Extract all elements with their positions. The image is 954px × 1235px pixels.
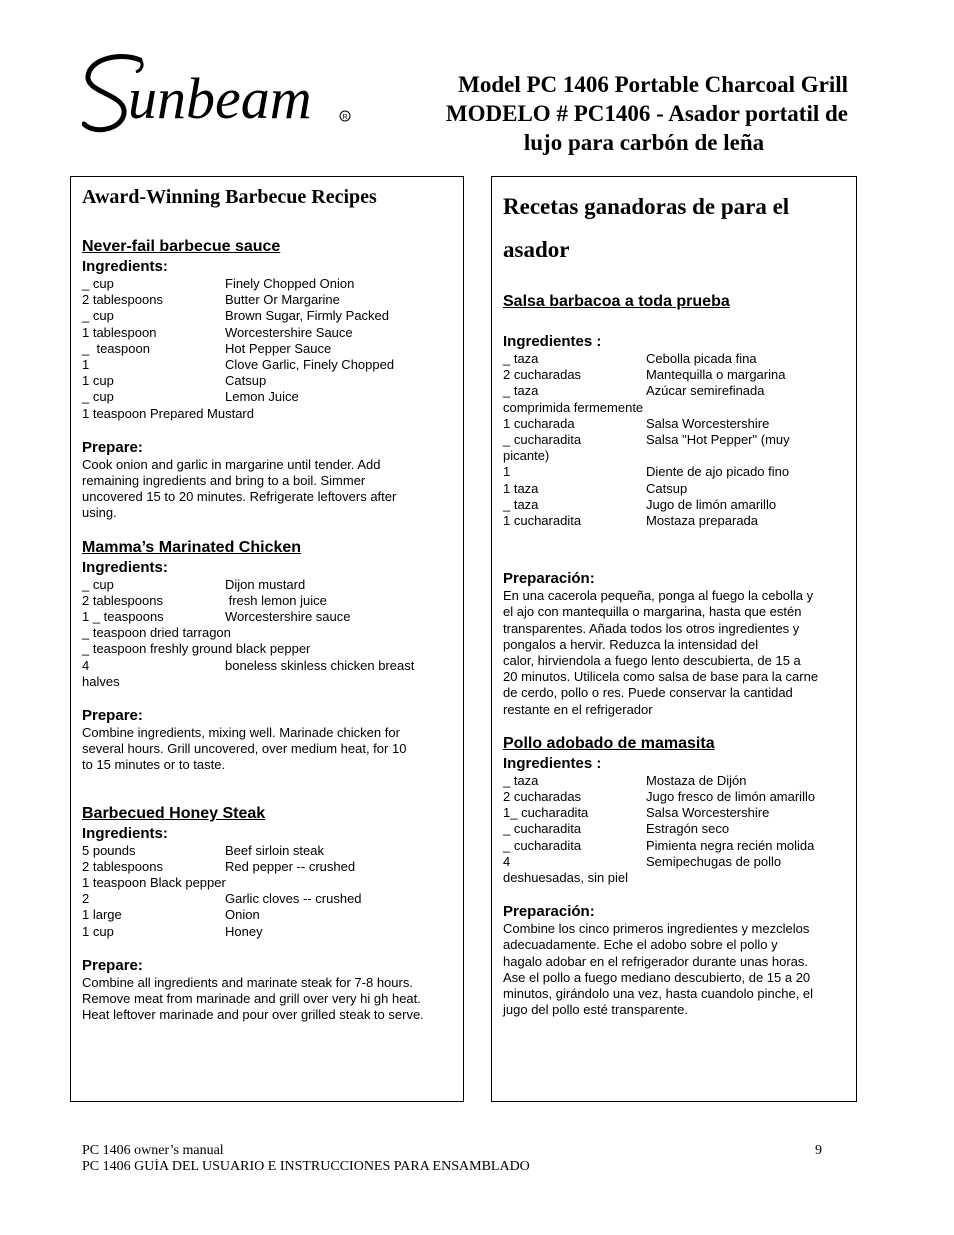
ingredient-item: Honey <box>225 923 263 939</box>
preparation-line: hagalo adobar en el refrigerador durante unas horas. <box>503 953 808 969</box>
ingredient-item: Mantequilla o margarina <box>646 367 786 383</box>
ingredient-qty: _ cup <box>82 389 114 405</box>
ingredient-item: Dijon mustard <box>225 576 306 592</box>
prepare-text <box>82 457 453 522</box>
recipe-title-marinated-chicken: Mamma’s Marinated Chicken <box>82 538 302 556</box>
ingredient-line: 1 teaspoon Prepared Mustard <box>82 405 254 421</box>
title-line-2: MODELO # PC1406 - Asador portatil de <box>445 101 848 126</box>
footer-manual-title: PC 1406 owner’s manual <box>82 1143 224 1158</box>
ingredient-row <box>503 789 846 805</box>
recipe-title-barbecue-sauce: Never-fail barbecue sauce <box>82 238 281 255</box>
ingredient-line: _ teaspoon freshly ground black pepper <box>82 641 311 657</box>
ingredient-line: _ teaspoon dried tarragon <box>82 625 231 641</box>
prepare-line: Cook onion and garlic in margarine until tender. Add <box>82 456 381 472</box>
ingredient-qty: 1 cucharadita <box>503 513 582 529</box>
ingredient-item: Brown Sugar, Firmly Packed <box>225 308 390 324</box>
ingredient-row <box>503 416 846 432</box>
preparation-line: Combine los cinco primeros ingredientes y mezclelos <box>503 921 810 937</box>
ingredient-qty: 4 <box>503 853 511 869</box>
preparation-text <box>503 588 846 718</box>
prepare-line: uncovered 15 to 20 minutes. Refrigerate leftovers after <box>82 489 397 505</box>
ingredient-item: Jugo de limón amarillo <box>646 496 777 512</box>
ingredient-row <box>503 497 846 513</box>
ingredient-row <box>82 292 453 308</box>
ingredient-row <box>503 481 846 497</box>
prepare-text <box>82 725 453 774</box>
prepare-line: remaining ingredients and bring to a boil. Simmer <box>82 473 366 489</box>
ingredient-qty: 2 tablespoons <box>82 858 163 874</box>
ingredient-row <box>82 658 453 674</box>
ingredient-item: Hot Pepper Sauce <box>225 340 332 356</box>
svg-text:R: R <box>342 114 348 121</box>
ingredient-qty: _ cucharadita <box>503 837 582 853</box>
ingredient-item: Jugo fresco de limón amarillo <box>646 789 816 805</box>
ingredient-list <box>82 276 453 422</box>
preparation-line: de cerdo, pollo o res. Puede conservar la cantidad <box>503 685 793 701</box>
ingredient-item: Clove Garlic, Finely Chopped <box>225 357 395 373</box>
ingredient-item: Diente de ajo picado fino <box>646 464 790 480</box>
ingredient-item: Estragón seco <box>646 821 730 837</box>
ingredient-row <box>503 351 846 367</box>
ingredient-item: Worcestershire Sauce <box>225 324 353 340</box>
ingredients-label: Ingredientes : <box>503 333 602 350</box>
ingredient-line: 1 teaspoon Black pepper <box>82 875 226 891</box>
ingredient-item: Azúcar semirefinada <box>646 383 765 399</box>
preparation-label: Preparación: <box>503 903 595 921</box>
ingredient-row <box>82 325 453 341</box>
english-heading: Award-Winning Barbecue Recipes <box>82 186 377 208</box>
ingredient-row <box>82 276 453 292</box>
ingredient-item: Catsup <box>646 480 688 496</box>
ingredient-item: Pimienta negra recién molida <box>646 837 815 853</box>
recipe-title-pollo-adobado: Pollo adobado de mamasita <box>503 734 715 752</box>
ingredient-item: Worcestershire sauce <box>225 609 351 625</box>
ingredient-row <box>503 805 846 821</box>
ingredient-qty: 1_ cucharadita <box>503 805 589 821</box>
prepare-line: Heat leftover marinade and pour over grilled steak to serve. <box>82 1007 424 1023</box>
ingredient-item: Onion <box>225 907 260 923</box>
ingredient-qty: _ cup <box>82 308 114 324</box>
ingredients-label: Ingredients: <box>82 258 168 275</box>
ingredient-qty: _ cup <box>82 576 114 592</box>
prepare-text <box>82 975 453 1024</box>
sunbeam-logo <box>82 50 357 140</box>
prepare-label: Prepare: <box>82 956 143 974</box>
recipe-title-honey-steak: Barbecued Honey Steak <box>82 804 266 822</box>
prepare-label: Prepare: <box>82 438 143 456</box>
ingredient-row <box>503 432 846 448</box>
ingredient-row <box>503 367 846 383</box>
prepare-line: several hours. Grill uncovered, over medium heat, for 10 <box>82 741 407 757</box>
prepare-line: using. <box>82 505 117 521</box>
ingredient-qty: _ taza <box>503 351 539 366</box>
ingredient-row <box>82 907 453 923</box>
ingredient-qty: _ taza <box>503 496 539 512</box>
ingredient-qty: 1 cup <box>82 373 114 389</box>
preparation-line: calor, hirviendola a fuego lento descubierta, de 15 a <box>503 653 801 669</box>
ingredient-qty: 1 tablespoon <box>82 324 157 340</box>
ingredient-qty: _ cucharadita <box>503 432 582 448</box>
footer-manual-title-es: PC 1406 GUÍA DEL USUARIO E INSTRUCCIONES PARA ENSAMBLADO <box>82 1159 530 1172</box>
ingredient-qty: _ cucharadita <box>503 821 582 837</box>
ingredient-item: Salsa Worcestershire <box>646 415 770 431</box>
ingredient-item: fresh lemon juice <box>225 592 327 608</box>
page-number: 9 <box>815 1143 822 1158</box>
ingredient-row <box>82 609 453 625</box>
spanish-recipes-panel <box>491 176 857 1102</box>
ingredient-item: Cebolla picada fina <box>646 351 757 366</box>
ingredient-qty: 1 large <box>82 907 122 923</box>
ingredient-qty: _ cup <box>82 276 114 291</box>
ingredient-item: Lemon Juice <box>225 389 299 405</box>
ingredient-row <box>503 513 846 529</box>
prepare-line: Combine ingredients, mixing well. Marinade chicken for <box>82 725 400 741</box>
ingredient-row <box>82 843 453 859</box>
ingredient-item: boneless skinless chicken breast <box>225 657 415 673</box>
ingredient-item: Semipechugas de pollo <box>646 853 782 869</box>
ingredient-qty: 4 <box>82 657 90 673</box>
preparation-line: restante en el refrigerador <box>503 701 653 717</box>
preparation-line: transparentes. Añada todos los otros ingredientes y <box>503 620 800 636</box>
ingredient-item: Red pepper -- crushed <box>225 858 356 874</box>
ingredient-item: Mostaza preparada <box>646 513 759 529</box>
ingredient-item: Butter Or Margarine <box>225 292 340 308</box>
ingredient-row <box>82 341 453 357</box>
ingredient-line: comprimida fermemente <box>503 399 644 415</box>
ingredient-item: Mostaza de Dijón <box>646 772 747 788</box>
ingredient-qty: 2 <box>82 891 90 907</box>
ingredient-row <box>503 773 846 789</box>
ingredient-item: Salsa Worcestershire <box>646 805 770 821</box>
ingredient-row <box>82 924 453 940</box>
ingredient-list <box>82 843 453 940</box>
ingredient-item: Finely Chopped Onion <box>225 276 355 291</box>
ingredient-qty: _ teaspoon <box>82 340 150 356</box>
ingredient-row <box>503 821 846 837</box>
preparation-line: Ase el pollo a fuego mediano descubierto, de 15 a 20 <box>503 969 811 985</box>
ingredients-label: Ingredients: <box>82 824 168 842</box>
ingredient-list <box>503 351 846 529</box>
ingredient-row <box>82 373 453 389</box>
spanish-heading <box>503 185 846 271</box>
ingredient-qty: _ taza <box>503 383 539 399</box>
title-line-1: Model PC 1406 Portable Charcoal Grill <box>458 72 848 97</box>
recipe-title-salsa-barbacoa: Salsa barbacoa a toda prueba <box>503 293 730 310</box>
page-footer <box>82 1143 822 1172</box>
ingredient-line: picante) <box>503 448 550 464</box>
ingredient-row <box>503 383 846 399</box>
ingredient-row <box>503 838 846 854</box>
prepare-line: Combine all ingredients and marinate steak for 7-8 hours. <box>82 974 413 990</box>
prepare-line: to 15 minutes or to taste. <box>82 757 226 773</box>
preparation-line: el ajo con mantequilla o margarina, hasta que estén <box>503 604 802 620</box>
ingredient-row <box>82 891 453 907</box>
ingredient-item: Beef sirloin steak <box>225 842 324 858</box>
ingredient-item: Catsup <box>225 373 267 389</box>
ingredient-qty: 2 cucharadas <box>503 367 582 383</box>
ingredient-line: deshuesadas, sin piel <box>503 870 629 886</box>
ingredient-qty: 1 <box>503 464 511 480</box>
ingredient-qty: 1 cucharada <box>503 415 575 431</box>
ingredient-row <box>503 854 846 870</box>
ingredient-qty: 1 _ teaspoons <box>82 609 164 625</box>
ingredients-label: Ingredients: <box>82 558 168 576</box>
ingredient-row <box>82 357 453 373</box>
ingredient-list <box>82 577 453 690</box>
ingredient-qty: _ taza <box>503 772 539 788</box>
ingredient-line: halves <box>82 673 120 689</box>
preparation-line: minutos, girándolo una vez, hasta cuandolo pinche, el <box>503 986 814 1002</box>
ingredient-row <box>82 859 453 875</box>
preparation-line: adecuadamente. Eche el adobo sobre el pollo y <box>503 937 778 953</box>
ingredient-qty: 2 cucharadas <box>503 789 582 805</box>
preparation-line: jugo del pollo esté transparente. <box>503 1002 689 1018</box>
preparation-line: En una cacerola pequeña, ponga al fuego la cebolla y <box>503 588 814 604</box>
english-recipes-panel <box>70 176 464 1102</box>
spanish-heading-line: Recetas ganadoras de para el <box>503 194 790 219</box>
svg-text:unbeam: unbeam <box>128 66 312 131</box>
prepare-line: Remove meat from marinade and grill over very hi gh heat. <box>82 991 421 1007</box>
ingredient-qty: 2 tablespoons <box>82 292 163 308</box>
preparation-line: 20 minutos. Utilicela como salsa de base para la carne <box>503 669 819 685</box>
ingredient-qty: 5 pounds <box>82 842 136 858</box>
ingredient-qty: 1 taza <box>503 480 539 496</box>
ingredient-qty: 2 tablespoons <box>82 592 163 608</box>
ingredient-row <box>82 308 453 324</box>
preparation-label: Preparación: <box>503 570 595 588</box>
ingredient-row <box>503 464 846 480</box>
preparation-line: pongalos a hervir. Reduzca la intensidad del <box>503 636 759 652</box>
preparation-text <box>503 921 846 1018</box>
ingredient-row <box>82 593 453 609</box>
ingredient-list <box>503 773 846 886</box>
prepare-label: Prepare: <box>82 707 143 725</box>
ingredient-item: Garlic cloves -- crushed <box>225 891 362 907</box>
title-line-3: lujo para carbón de leña <box>523 130 765 155</box>
ingredient-qty: 1 <box>82 357 90 373</box>
document-title <box>380 70 848 157</box>
spanish-heading-line: asador <box>503 237 570 262</box>
ingredients-label: Ingredientes : <box>503 754 602 772</box>
ingredient-qty: 1 cup <box>82 923 114 939</box>
ingredient-row <box>82 389 453 405</box>
ingredient-item: Salsa "Hot Pepper" (muy <box>646 432 790 448</box>
ingredient-row <box>82 577 453 593</box>
